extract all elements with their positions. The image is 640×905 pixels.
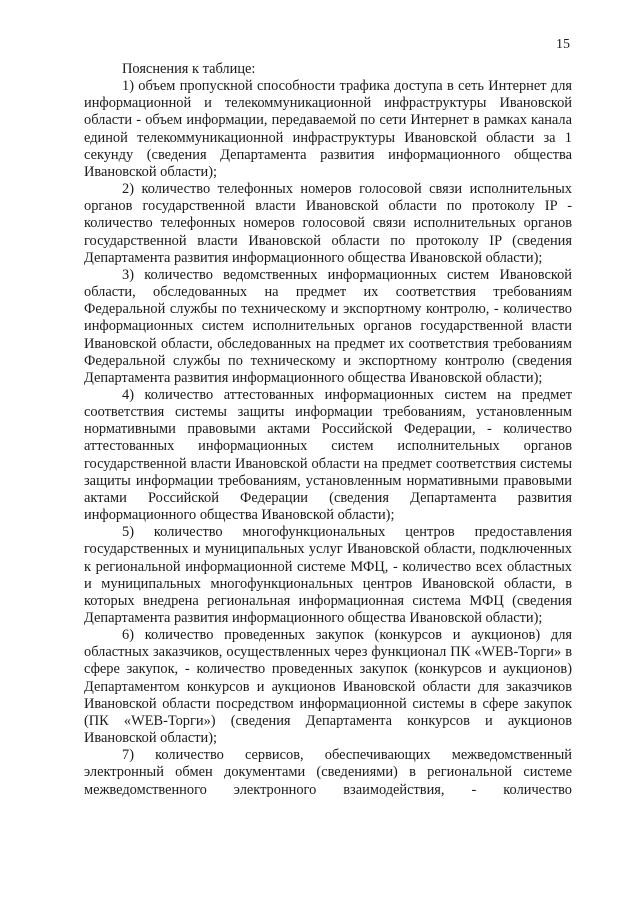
note-item-7: 7) количество сервисов, обеспечивающих межведомственный электронный обмен документами (сведениями) в региональной системе межведомственного электронного взаимодействия, - количество xyxy=(84,747,572,798)
page-number: 15 xyxy=(556,37,570,52)
note-item-6: 6) количество проведенных закупок (конкурсов и аукционов) для областных заказчиков, осуществленных через функционал ПК «WEB-Торги» в сфере закупок, - количество проведенных закупок (конкурсов и аукционов) Департаментом конкурсов и аукционов Ивановской области для заказчиков Ивановской области посредством информационной системы в сфере закупок (ПК «WEB-Торги») (сведения Департамента конкурсов и аукционов Ивановской области); xyxy=(84,627,572,747)
note-item-4: 4) количество аттестованных информационных систем на предмет соответствия системы защиты информации требованиям, установленным нормативными правовыми актами Российской Федерации, - количество аттестованных информационных систем исполнительных органов государственной власти Ивановской области на предмет соответствия системы защиты информации требованиям, установленным нормативными правовыми актами Российской Федерации (сведения Департамента развития информационного общества Ивановской области); xyxy=(84,386,572,524)
note-item-5: 5) количество многофункциональных центров предоставления государственных и муниципальных услуг Ивановской области, подключенных к региональной информационной системе МФЦ, - количество всех областных и муниципальных многофункциональных центров Ивановской области, в которых внедрена региональная информационная система МФЦ (сведения Департамента развития информационного общества Ивановской области); xyxy=(84,524,572,626)
note-item-1: 1) объем пропускной способности трафика доступа в сеть Интернет для информационной и телекоммуникационной инфраструктуры Ивановской области - объем информации, передаваемой по сети Интернет в рамках канала единой телекоммуникационной инфраструктуры Ивановской области за 1 секунду (сведения Департамента развития информационного общества Ивановской области); xyxy=(84,78,572,180)
notes-heading: Пояснения к таблице: xyxy=(122,61,256,77)
table-notes xyxy=(84,61,572,799)
note-item-3: 3) количество ведомственных информационных систем Ивановской области, обследованных на предмет их соответствия требованиям Федеральной службы по техническому и экспортному контролю, - количество информационных систем исполнительных органов государственной власти Ивановской области, обследованных на предмет их соответствия требованиям Федеральной службы по техническому и экспортному контролю (сведения Департамента развития информационного общества Ивановской области); xyxy=(84,266,572,386)
note-item-2: 2) количество телефонных номеров голосовой связи исполнительных органов государственной власти Ивановской области по протоколу IP - количество телефонных номеров голосовой связи исполнительных органов государственной власти Ивановской области по протоколу IP (сведения Департамента развития информационного общества Ивановской области); xyxy=(84,181,572,266)
